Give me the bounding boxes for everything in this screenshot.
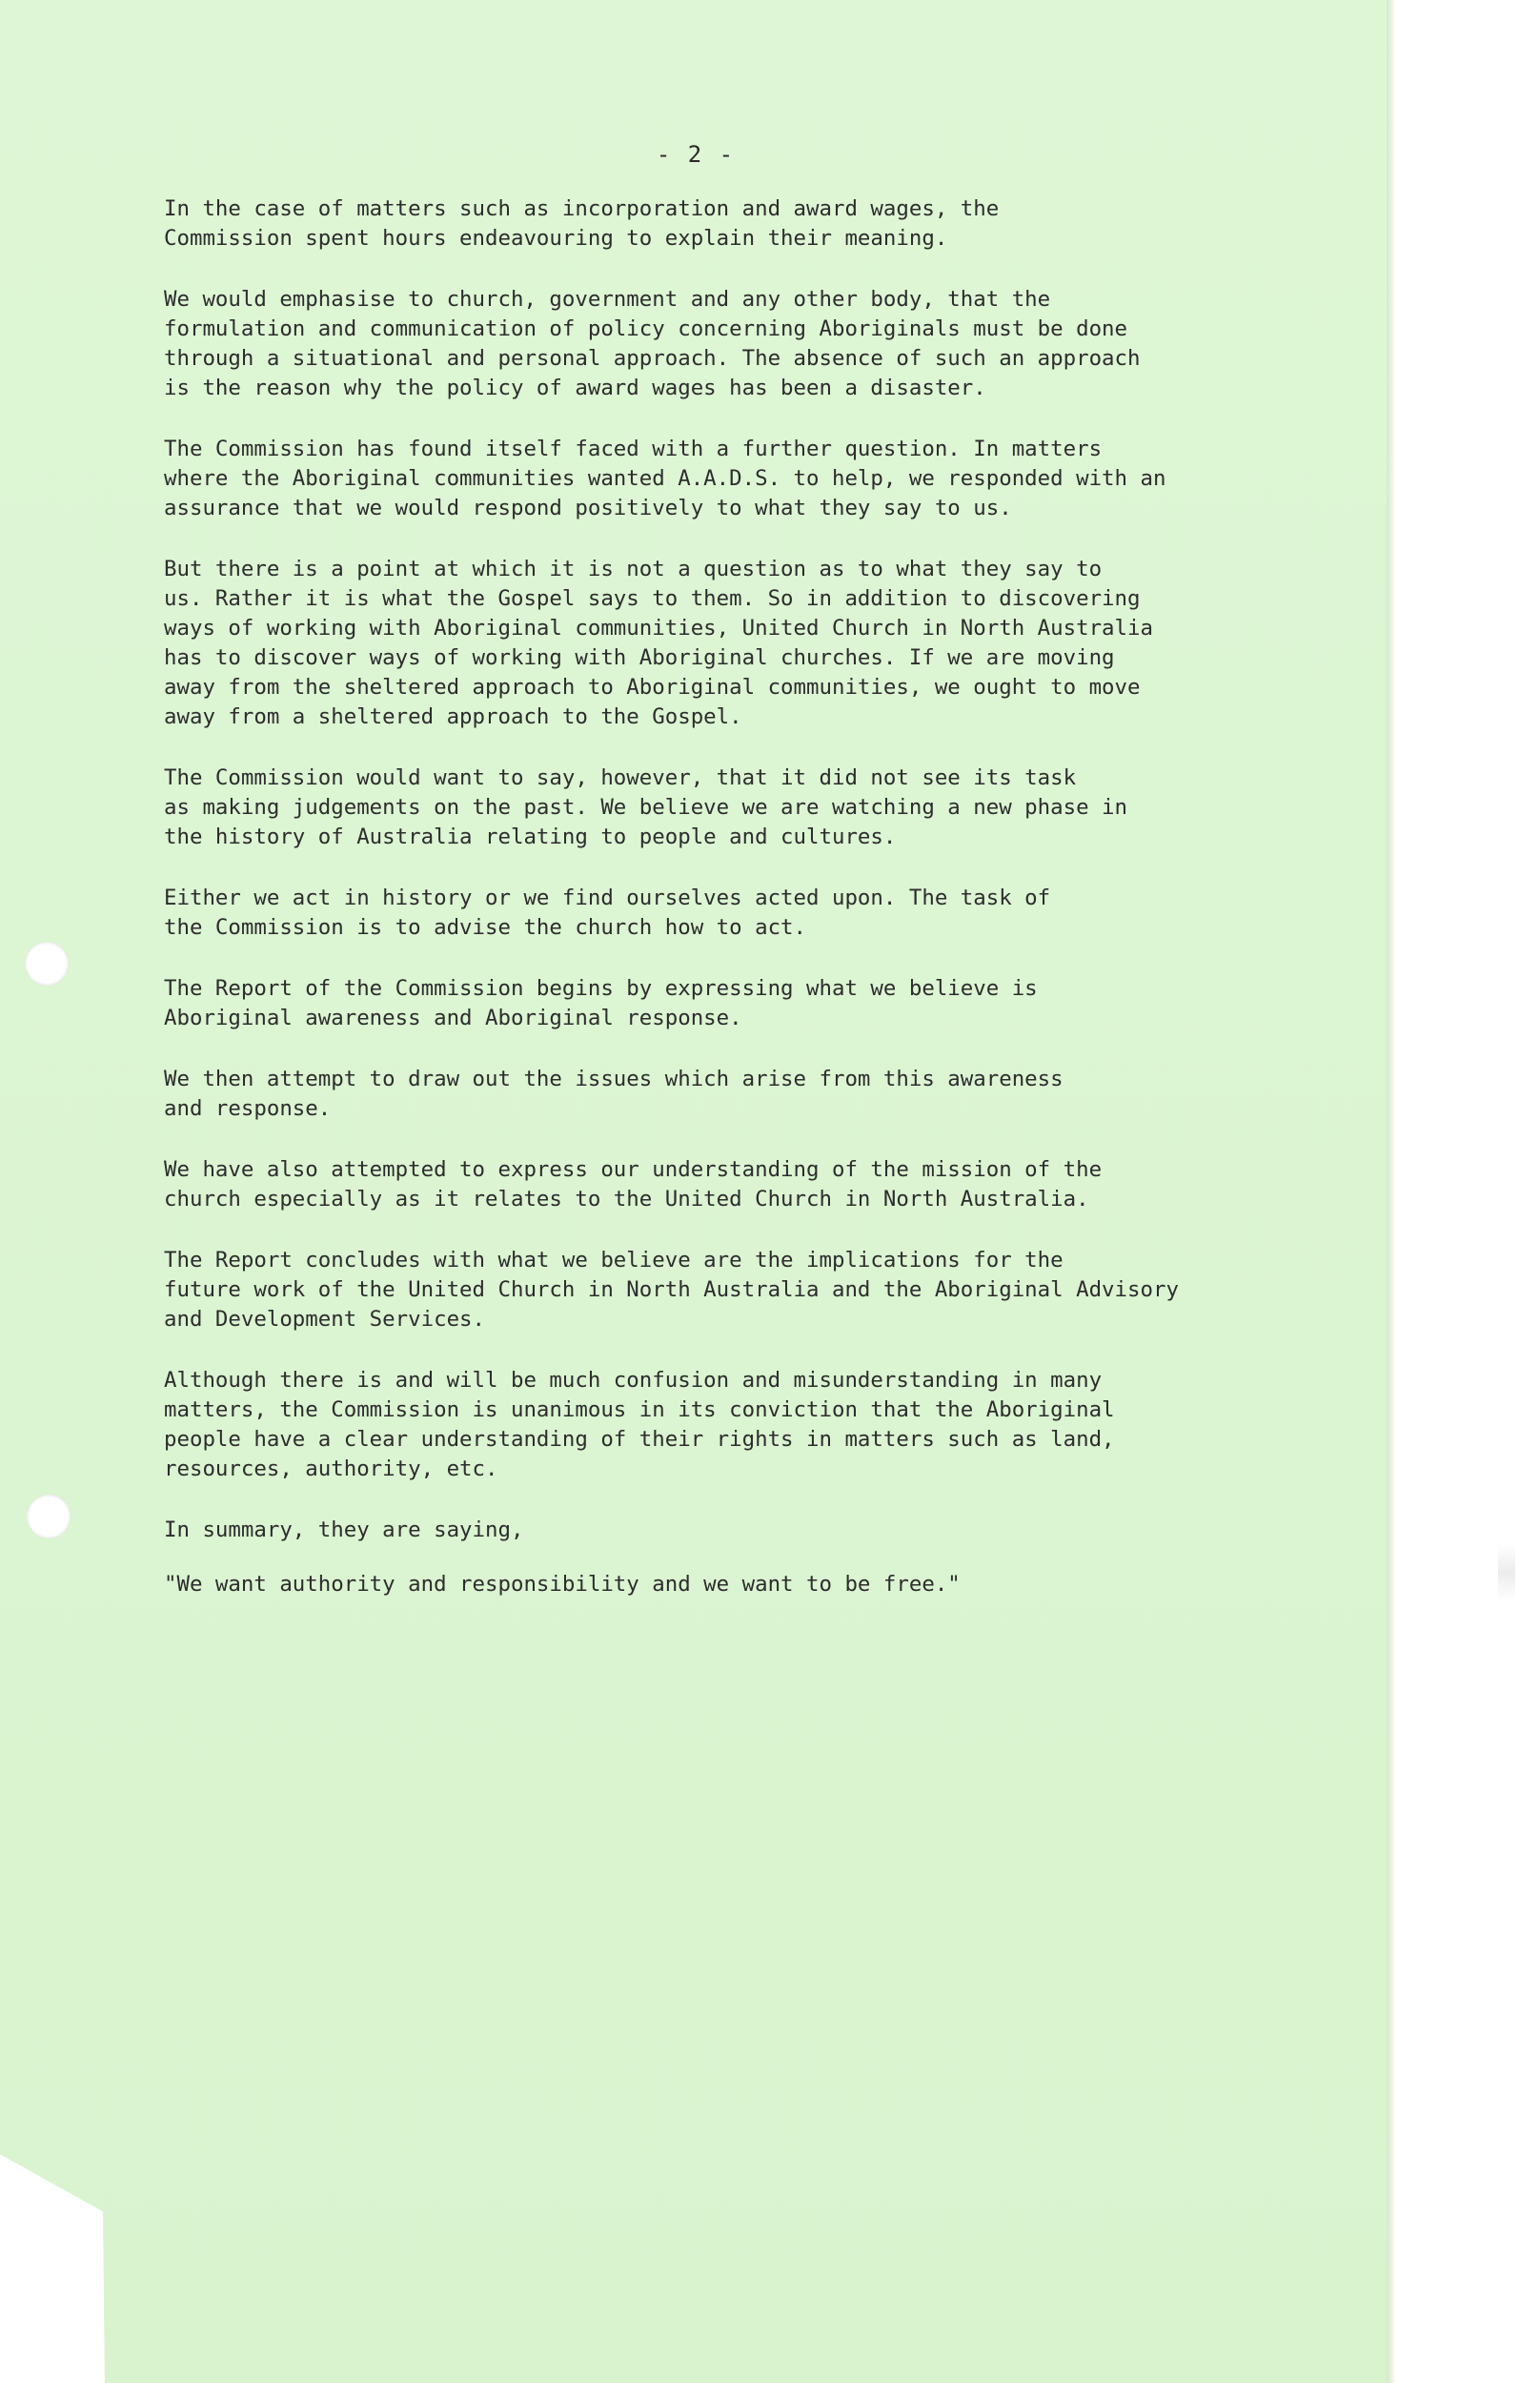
summary-quote: "We want authority and responsibility and we want to be free."	[164, 1572, 961, 1597]
paragraph-10: The Report concludes with what we believe are the implications for the future work of the United Church in North Australia and the Aboriginal Advisory and Development Services.	[164, 1248, 1179, 1332]
paragraph-summary-intro: In summary, they are saying,	[164, 1517, 524, 1542]
paragraph-3: The Commission has found itself faced with a further question. In matters where the Aboriginal communities wanted A.A.D.S. to help, we responded with an assurance that we would respond positively to what they say to us.	[164, 437, 1166, 520]
punch-hole-bottom	[27, 1495, 71, 1538]
paragraph-6: Either we act in history or we find ourselves acted upon. The task of the Commission is to advise the church how to act.	[164, 886, 1051, 940]
page-number: - 2 -	[656, 141, 736, 168]
paragraph-1: In the case of matters such as incorporation and award wages, the Commission spent hours endeavouring to explain their meaning.	[164, 196, 1000, 251]
paragraph-2: We would emphasise to church, government and any other body, that the formulation and communication of policy concerning Aboriginals must be done through a situational and personal approach. The absence of such an approach is the reason why the policy of award wages has been a disaster.	[164, 287, 1141, 400]
margin-smudge	[1498, 1544, 1515, 1601]
paragraph-9: We have also attempted to express our understanding of the mission of the church especially as it relates to the United Church in North Australia.	[164, 1157, 1103, 1212]
paragraph-8: We then attempt to draw out the issues which arise from this awareness and response.	[164, 1067, 1064, 1121]
paper-edge	[1387, 0, 1394, 2383]
paragraph-5: The Commission would want to say, however, that it did not see its task as making judgements on the past. We believe we are watching a new phase in the history of Australia relating to people and cultures.	[164, 765, 1128, 849]
paragraph-7: The Report of the Commission begins by expressing what we believe is Aboriginal awareness and Aboriginal response.	[164, 976, 1038, 1030]
punch-hole-top	[25, 942, 69, 986]
document-body	[164, 194, 1327, 1631]
paragraph-4: But there is a point at which it is not a question as to what they say to us. Rather it is what the Gospel says to them. So in addition to discovering ways of working with Aboriginal communities, United Church in North Australia has to discover ways of working with Aboriginal churches. If we are moving away from the sheltered approach to Aboriginal communities, we ought to move away from a sheltered approach to the Gospel.	[164, 557, 1153, 729]
paragraph-11: Although there is and will be much confusion and misunderstanding in many matters, the Commission is unanimous in its conviction that the Aboriginal people have a clear understanding of their rights in matters such as land, resources, authority, etc.	[164, 1368, 1115, 1481]
